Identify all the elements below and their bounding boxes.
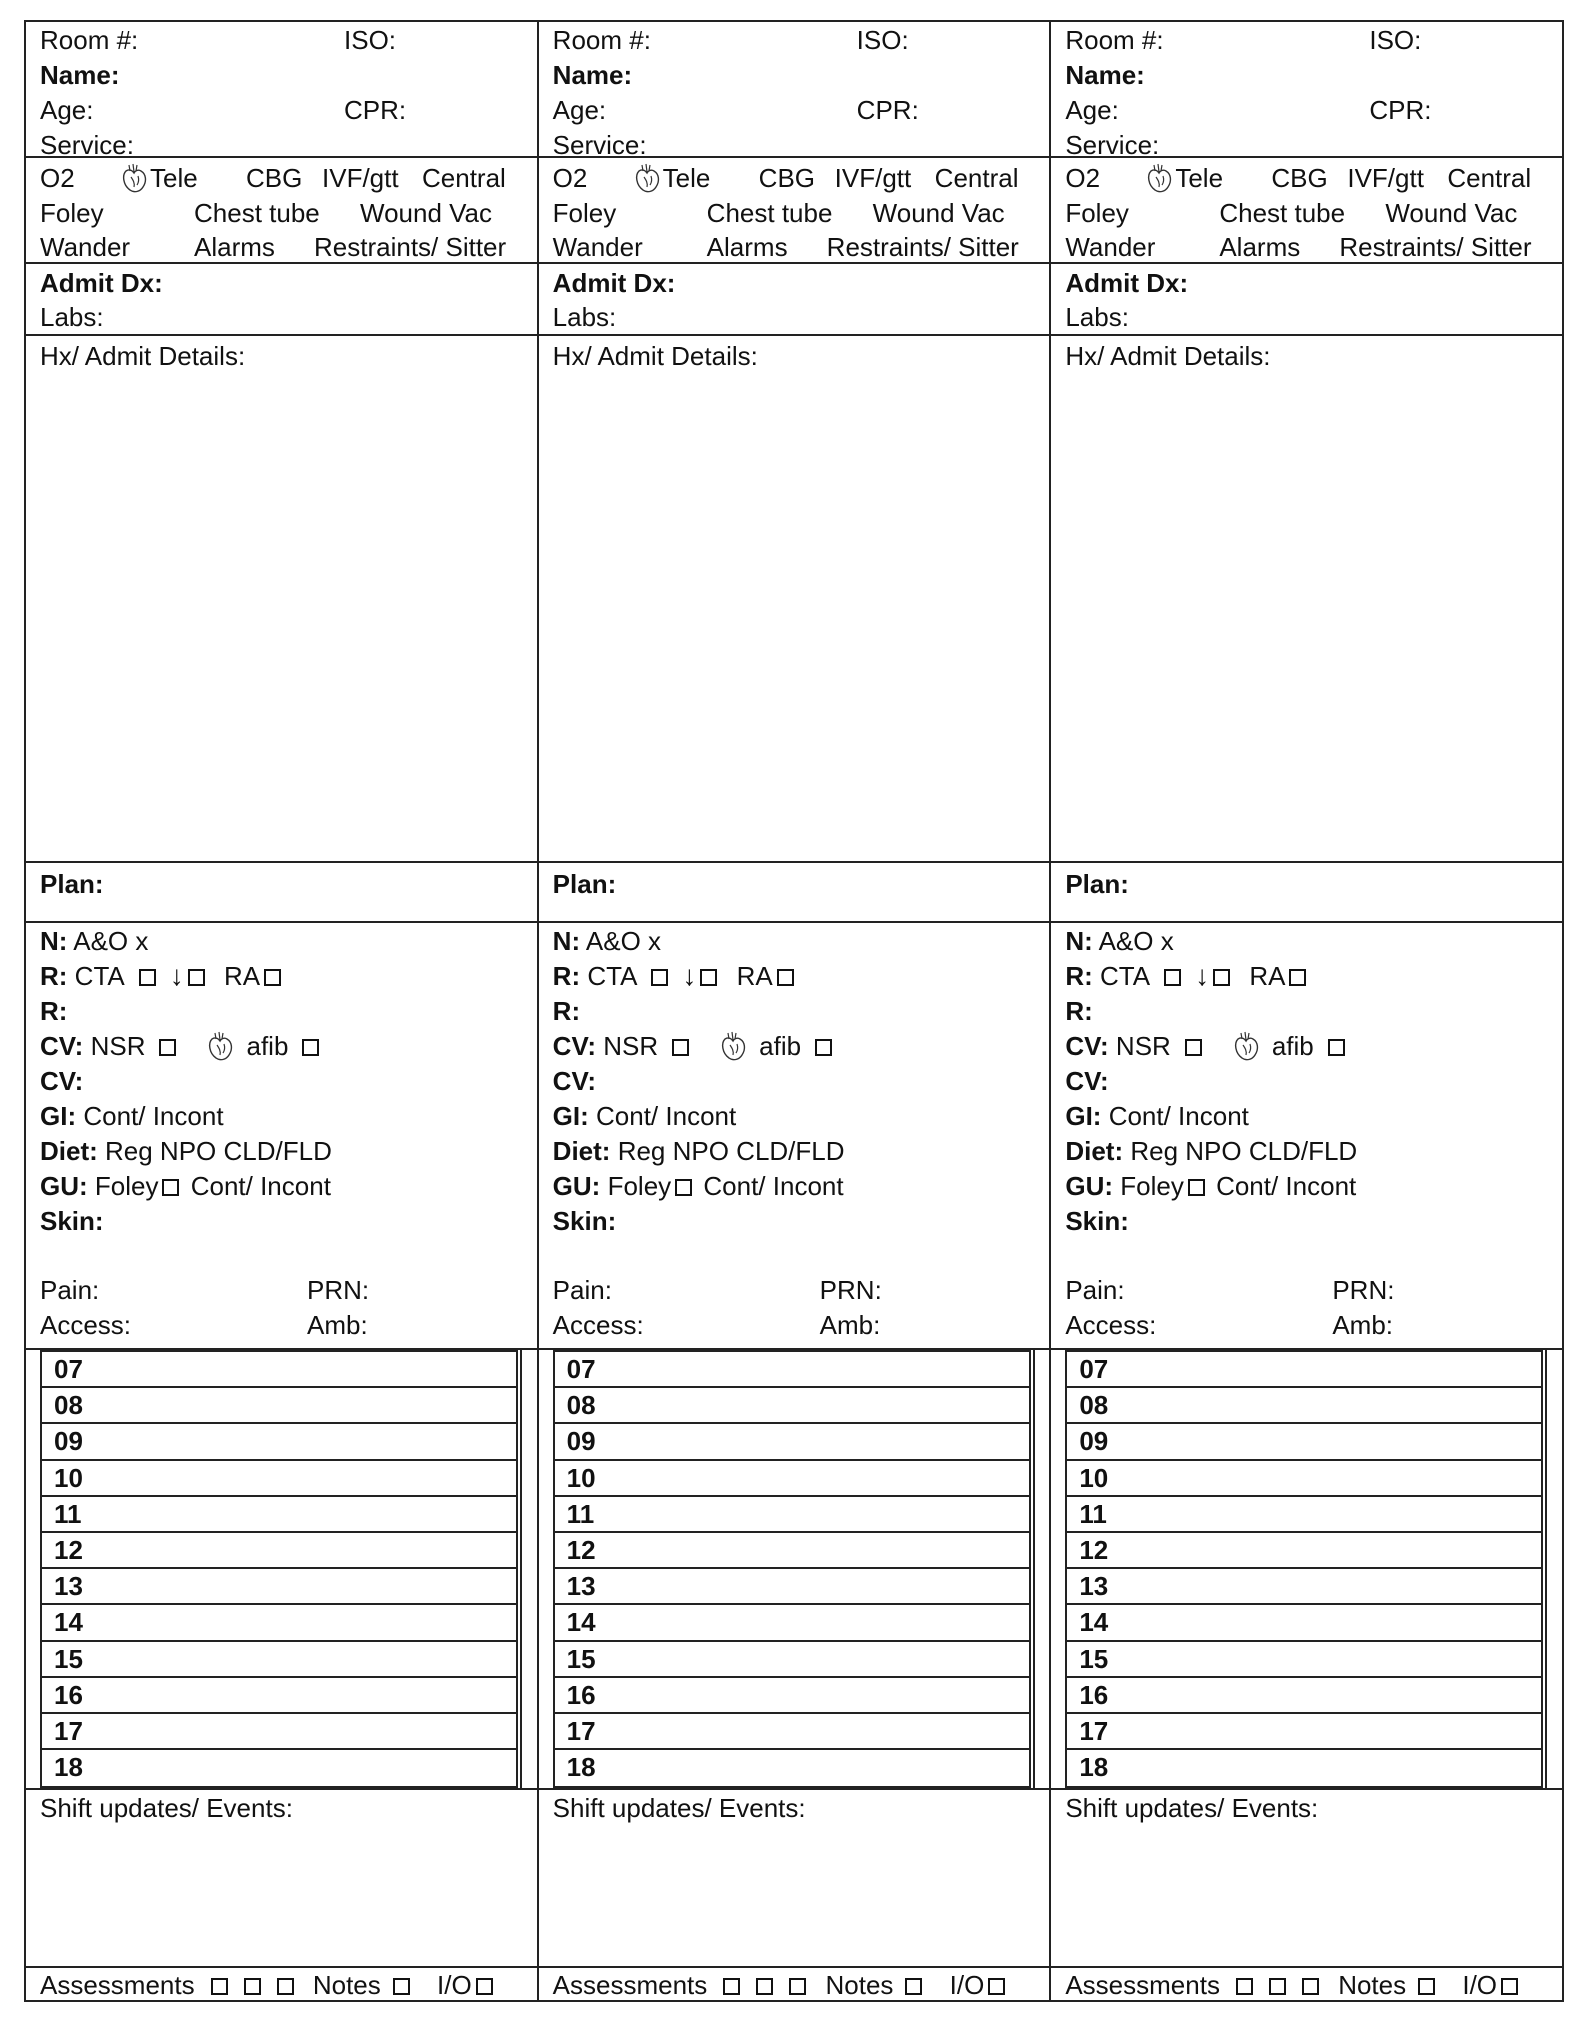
cta-checkbox[interactable]	[651, 969, 668, 986]
hourly-grid	[1065, 1350, 1543, 1788]
r-label: R:	[40, 961, 68, 991]
r-label: R:	[1065, 961, 1093, 991]
hour-row[interactable]: 10	[555, 1461, 1029, 1497]
n-value: A&O x	[1098, 926, 1174, 956]
hour-row[interactable]: 16	[42, 1678, 516, 1714]
service-label: Service:	[1065, 130, 1160, 160]
chest-tube-label: Chest tube	[706, 198, 833, 228]
patient-column	[1049, 22, 1562, 2000]
n-label: N:	[40, 926, 68, 956]
diet-value: Reg NPO CLD/FLD	[617, 1136, 845, 1166]
cbg-label: CBG	[246, 163, 303, 193]
tele-label: Tele	[662, 163, 711, 193]
hour-row[interactable]: 11	[42, 1497, 516, 1533]
hour-row[interactable]: 15	[42, 1642, 516, 1678]
hour-row[interactable]: 14	[1067, 1605, 1541, 1641]
hour-row[interactable]: 18	[54, 1752, 83, 1783]
io-checkbox[interactable]	[988, 1978, 1005, 1995]
hour-row[interactable]: 08	[1067, 1388, 1541, 1424]
wander-label: Wander	[552, 232, 643, 262]
patient-header-section	[1051, 22, 1562, 158]
footer-row	[1065, 1969, 1522, 2001]
hour-row[interactable]: 12	[42, 1533, 516, 1569]
hour-row[interactable]: 11	[1067, 1497, 1541, 1533]
central-label: Central	[1447, 163, 1532, 193]
hour-row[interactable]: 09	[1067, 1424, 1541, 1460]
plan-section	[539, 863, 1050, 923]
devices-section	[1051, 158, 1562, 264]
assessments-label: Assessments	[552, 1970, 708, 2000]
hour-row[interactable]: 17	[1067, 1714, 1541, 1750]
gu-label: GU:	[552, 1171, 601, 1201]
hour-row[interactable]: 13	[42, 1569, 516, 1605]
chest-tube-label: Chest tube	[194, 198, 320, 228]
diet-row	[553, 1135, 845, 1167]
o2-label: O2	[40, 163, 75, 193]
tele-label: Tele	[1175, 163, 1224, 193]
hour-row[interactable]: 07	[42, 1352, 516, 1388]
grid-divider	[1545, 1350, 1547, 1788]
gu-row	[553, 1170, 844, 1202]
hour-row[interactable]: 10	[1067, 1461, 1541, 1497]
prn-label: PRN:	[307, 1275, 370, 1305]
iso-label: ISO:	[1369, 25, 1422, 55]
diet-label: Diet:	[552, 1136, 611, 1166]
restraints-label: Restraints/ Sitter	[826, 232, 1019, 262]
grid-divider	[520, 1350, 522, 1788]
cta-label: CTA	[1100, 961, 1151, 991]
notes-checkbox[interactable]	[905, 1978, 922, 1995]
alarms-label: Alarms	[194, 232, 275, 262]
heart-icon	[1145, 163, 1175, 195]
r-label-2: R:	[40, 996, 68, 1026]
ra-label: RA	[1249, 961, 1286, 991]
n-value: A&O x	[73, 926, 149, 956]
admit-dx-label: Admit Dx:	[1065, 268, 1189, 298]
assessment-section	[1051, 923, 1562, 1350]
heart-icon	[633, 163, 663, 195]
hour-row[interactable]: 09	[42, 1424, 516, 1460]
labs-label: Labs:	[552, 302, 617, 332]
gu-row	[1065, 1170, 1356, 1202]
cv-label: CV:	[40, 1031, 84, 1061]
gu-row	[40, 1170, 331, 1202]
ra-checkbox[interactable]	[264, 969, 281, 986]
footer-section	[1051, 1968, 1562, 2004]
cta-checkbox[interactable]	[139, 969, 156, 986]
shift-label: Shift updates/ Events:	[1065, 1793, 1319, 1823]
name-label: Name:	[1065, 60, 1145, 90]
r-label-2: R:	[552, 996, 581, 1026]
io-checkbox[interactable]	[476, 1978, 493, 1995]
gi-label: GI:	[1065, 1101, 1102, 1131]
nsr-label: NSR	[603, 1031, 659, 1061]
pain-label: Pain:	[552, 1275, 612, 1305]
resp-row	[553, 960, 798, 992]
cv-row	[553, 1030, 836, 1063]
admit-section	[26, 264, 537, 336]
hour-row[interactable]: 13	[1067, 1569, 1541, 1605]
gi-value: Cont/ Incont	[1108, 1101, 1249, 1131]
central-label: Central	[934, 163, 1019, 193]
foley-checkbox[interactable]	[162, 1179, 179, 1196]
nsr-checkbox[interactable]	[1185, 1039, 1202, 1056]
shift-label: Shift updates/ Events:	[40, 1793, 293, 1823]
iso-label: ISO:	[344, 25, 397, 55]
amb-label: Amb:	[819, 1310, 881, 1340]
diminished-checkbox[interactable]	[1213, 969, 1230, 986]
foley-label: Foley	[40, 198, 104, 228]
cta-label: CTA	[587, 961, 638, 991]
assessment-checkbox-2[interactable]	[756, 1978, 773, 1995]
room-label: Room #:	[1065, 25, 1164, 55]
footer-row	[553, 1969, 1010, 2001]
hour-row[interactable]: 14	[42, 1605, 516, 1641]
hour-row[interactable]: 15	[1067, 1642, 1541, 1678]
amb-label: Amb:	[1332, 1310, 1394, 1340]
devices-section	[539, 158, 1050, 264]
tele-item	[120, 162, 198, 195]
plan-label: Plan:	[552, 869, 617, 899]
nsr-checkbox[interactable]	[672, 1039, 689, 1056]
patient-column	[26, 22, 537, 2000]
foley-checkbox[interactable]	[1188, 1179, 1205, 1196]
labs-label: Labs:	[1065, 302, 1129, 332]
n-label: N:	[1065, 926, 1093, 956]
hx-label: Hx/ Admit Details:	[1065, 341, 1271, 371]
tele-item	[1145, 162, 1223, 195]
afib-label: afib	[1271, 1031, 1314, 1061]
cta-label: CTA	[74, 961, 125, 991]
notes-checkbox[interactable]	[393, 1978, 410, 1995]
neuro-row	[40, 925, 148, 957]
hour-row[interactable]: 14	[555, 1605, 1029, 1641]
wander-label: Wander	[40, 232, 131, 262]
history-section	[1051, 336, 1562, 863]
hour-row[interactable]: 12	[1067, 1533, 1541, 1569]
diet-row	[40, 1135, 332, 1167]
gu-cont-label: Cont/ Incont	[190, 1171, 331, 1201]
neuro-row	[1065, 925, 1173, 957]
alarms-label: Alarms	[706, 232, 788, 262]
admit-section	[539, 264, 1050, 336]
ra-label: RA	[223, 961, 261, 991]
gi-value: Cont/ Incont	[83, 1101, 224, 1131]
ra-checkbox[interactable]	[1289, 969, 1306, 986]
pain-label: Pain:	[1065, 1275, 1125, 1305]
nsr-label: NSR	[1115, 1031, 1171, 1061]
foley-label: Foley	[1065, 198, 1129, 228]
assessments-label: Assessments	[1065, 1970, 1220, 2000]
foley-label: Foley	[552, 198, 617, 228]
hour-row[interactable]: 08	[42, 1388, 516, 1424]
patient-header-section	[26, 22, 537, 158]
hour-row[interactable]: 18	[566, 1752, 596, 1783]
o2-label: O2	[1065, 163, 1101, 193]
cv-label-2: CV:	[40, 1066, 84, 1096]
name-label: Name:	[552, 60, 633, 90]
restraints-label: Restraints/ Sitter	[1339, 232, 1532, 262]
diet-label: Diet:	[1065, 1136, 1124, 1166]
hourly-grid	[40, 1350, 518, 1788]
footer-section	[26, 1968, 537, 2004]
io-label: I/O	[1462, 1970, 1498, 2000]
hour-row[interactable]: 17	[42, 1714, 516, 1750]
cv-row	[40, 1030, 323, 1063]
ivf-label: IVF/gtt	[1347, 163, 1424, 193]
wound-vac-label: Wound Vac	[872, 198, 1005, 228]
plan-label: Plan:	[40, 869, 104, 899]
cv-label-2: CV:	[552, 1066, 597, 1096]
devices-section	[26, 158, 537, 264]
labs-label: Labs:	[40, 302, 104, 332]
afib-checkbox[interactable]	[302, 1039, 319, 1056]
heart-icon	[120, 163, 150, 195]
admit-dx-label: Admit Dx:	[552, 268, 676, 298]
cv-label: CV:	[552, 1031, 597, 1061]
assessment-section	[539, 923, 1050, 1350]
age-label: Age:	[1065, 95, 1119, 125]
cv-row	[1065, 1030, 1348, 1063]
afib-checkbox[interactable]	[1328, 1039, 1345, 1056]
cpr-label: CPR:	[856, 95, 919, 125]
shift-updates-section	[26, 1788, 537, 1968]
room-label: Room #:	[40, 25, 139, 55]
assessment-checkbox-2[interactable]	[244, 1978, 261, 1995]
patient-report-sheet	[24, 20, 1564, 2002]
n-value: A&O x	[585, 926, 662, 956]
nsr-checkbox[interactable]	[159, 1039, 176, 1056]
gi-label: GI:	[552, 1101, 589, 1131]
assessment-checkbox-3[interactable]	[1302, 1978, 1319, 1995]
gu-label: GU:	[40, 1171, 88, 1201]
diet-row	[1065, 1135, 1357, 1167]
ivf-label: IVF/gtt	[322, 163, 399, 193]
grid-divider	[1033, 1350, 1035, 1788]
hour-row[interactable]: 10	[42, 1461, 516, 1497]
alarms-label: Alarms	[1219, 232, 1301, 262]
notes-label: Notes	[825, 1970, 894, 2000]
age-label: Age:	[40, 95, 94, 125]
admit-dx-label: Admit Dx:	[40, 268, 163, 298]
down-arrow-icon: ↓	[169, 960, 184, 991]
tele-item	[633, 162, 711, 195]
wound-vac-label: Wound Vac	[360, 198, 493, 228]
wound-vac-label: Wound Vac	[1385, 198, 1518, 228]
io-label: I/O	[949, 1970, 985, 2000]
ra-label: RA	[736, 961, 773, 991]
cv-label-2: CV:	[1065, 1066, 1109, 1096]
assessment-checkbox-1[interactable]	[211, 1978, 228, 1995]
neuro-row	[553, 925, 661, 957]
skin-label: Skin:	[1065, 1206, 1129, 1236]
gi-label: GI:	[40, 1101, 77, 1131]
foley-checkbox[interactable]	[675, 1179, 692, 1196]
name-label: Name:	[40, 60, 120, 90]
plan-section	[1051, 863, 1562, 923]
hour-row[interactable]: 18	[1079, 1752, 1109, 1783]
r-label-2: R:	[1065, 996, 1093, 1026]
assessments-label: Assessments	[40, 1970, 195, 2000]
diminished-checkbox[interactable]	[700, 969, 717, 986]
cbg-label: CBG	[1271, 163, 1328, 193]
notes-label: Notes	[312, 1970, 381, 2000]
ivf-label: IVF/gtt	[834, 163, 912, 193]
access-label: Access:	[1065, 1310, 1157, 1340]
diet-label: Diet:	[40, 1136, 98, 1166]
afib-checkbox[interactable]	[815, 1039, 832, 1056]
footer-row	[40, 1969, 497, 2001]
central-label: Central	[422, 163, 506, 193]
afib-label: afib	[759, 1031, 802, 1061]
patient-column	[537, 22, 1050, 2000]
gu-foley-label: Foley	[94, 1171, 159, 1201]
iso-label: ISO:	[856, 25, 909, 55]
gi-row	[40, 1100, 224, 1132]
gu-cont-label: Cont/ Incont	[703, 1171, 844, 1201]
hour-row[interactable]: 13	[555, 1569, 1029, 1605]
hourly-grid	[553, 1350, 1031, 1788]
hx-label: Hx/ Admit Details:	[40, 341, 246, 371]
heart-icon	[1232, 1031, 1262, 1063]
patient-header-section	[539, 22, 1050, 158]
pain-label: Pain:	[40, 1275, 100, 1305]
heart-icon	[719, 1031, 749, 1063]
hour-row[interactable]: 11	[555, 1497, 1029, 1533]
gi-row	[1065, 1100, 1249, 1132]
gu-cont-label: Cont/ Incont	[1216, 1171, 1357, 1201]
assessment-section	[26, 923, 537, 1350]
hour-row[interactable]: 08	[555, 1388, 1029, 1424]
cta-checkbox[interactable]	[1164, 969, 1181, 986]
heart-icon	[206, 1031, 236, 1063]
gi-row	[553, 1100, 737, 1132]
service-label: Service:	[40, 130, 134, 160]
assessment-checkbox-2[interactable]	[1269, 1978, 1286, 1995]
cv-label: CV:	[1065, 1031, 1109, 1061]
chest-tube-label: Chest tube	[1219, 198, 1346, 228]
plan-label: Plan:	[1065, 869, 1129, 899]
assessment-checkbox-3[interactable]	[789, 1978, 806, 1995]
hour-row[interactable]: 15	[555, 1642, 1029, 1678]
prn-label: PRN:	[819, 1275, 882, 1305]
hour-row[interactable]: 12	[555, 1533, 1029, 1569]
wander-label: Wander	[1065, 232, 1156, 262]
afib-label: afib	[246, 1031, 289, 1061]
shift-updates-section	[539, 1788, 1050, 1968]
access-label: Access:	[40, 1310, 132, 1340]
assessment-checkbox-1[interactable]	[1236, 1978, 1253, 1995]
notes-checkbox[interactable]	[1418, 1978, 1435, 1995]
history-section	[539, 336, 1050, 863]
ra-checkbox[interactable]	[777, 969, 794, 986]
footer-section	[539, 1968, 1050, 2004]
shift-label: Shift updates/ Events:	[552, 1793, 806, 1823]
cbg-label: CBG	[758, 163, 816, 193]
plan-section	[26, 863, 537, 923]
gi-value: Cont/ Incont	[596, 1101, 737, 1131]
diet-value: Reg NPO CLD/FLD	[105, 1136, 332, 1166]
gu-foley-label: Foley	[607, 1171, 672, 1201]
skin-label: Skin:	[40, 1206, 104, 1236]
hour-row[interactable]: 17	[555, 1714, 1029, 1750]
hour-row[interactable]: 09	[555, 1424, 1029, 1460]
age-label: Age:	[552, 95, 607, 125]
hour-row[interactable]: 07	[1067, 1352, 1541, 1388]
down-arrow-icon: ↓	[1195, 960, 1210, 991]
diet-value: Reg NPO CLD/FLD	[1130, 1136, 1358, 1166]
diminished-checkbox[interactable]	[188, 969, 205, 986]
assessment-checkbox-3[interactable]	[277, 1978, 294, 1995]
hx-label: Hx/ Admit Details:	[552, 341, 758, 371]
prn-label: PRN:	[1332, 1275, 1395, 1305]
gu-foley-label: Foley	[1120, 1171, 1184, 1201]
nsr-label: NSR	[90, 1031, 146, 1061]
hour-row[interactable]: 16	[555, 1678, 1029, 1714]
admit-section	[1051, 264, 1562, 336]
tele-label: Tele	[150, 163, 198, 193]
io-label: I/O	[437, 1970, 472, 2000]
skin-label: Skin:	[552, 1206, 617, 1236]
n-label: N:	[552, 926, 581, 956]
cpr-label: CPR:	[344, 95, 407, 125]
room-label: Room #:	[552, 25, 651, 55]
service-label: Service:	[552, 130, 647, 160]
hour-row[interactable]: 16	[1067, 1678, 1541, 1714]
io-checkbox[interactable]	[1501, 1978, 1518, 1995]
resp-row	[1065, 960, 1310, 992]
r-label: R:	[552, 961, 581, 991]
amb-label: Amb:	[307, 1310, 368, 1340]
access-label: Access:	[552, 1310, 644, 1340]
resp-row	[40, 960, 285, 992]
o2-label: O2	[552, 163, 588, 193]
shift-updates-section	[1051, 1788, 1562, 1968]
restraints-label: Restraints/ Sitter	[314, 232, 507, 262]
assessment-checkbox-1[interactable]	[723, 1978, 740, 1995]
down-arrow-icon: ↓	[682, 960, 697, 991]
gu-label: GU:	[1065, 1171, 1114, 1201]
hour-row[interactable]: 07	[555, 1352, 1029, 1388]
history-section	[26, 336, 537, 863]
cpr-label: CPR:	[1369, 95, 1432, 125]
notes-label: Notes	[1338, 1970, 1407, 2000]
